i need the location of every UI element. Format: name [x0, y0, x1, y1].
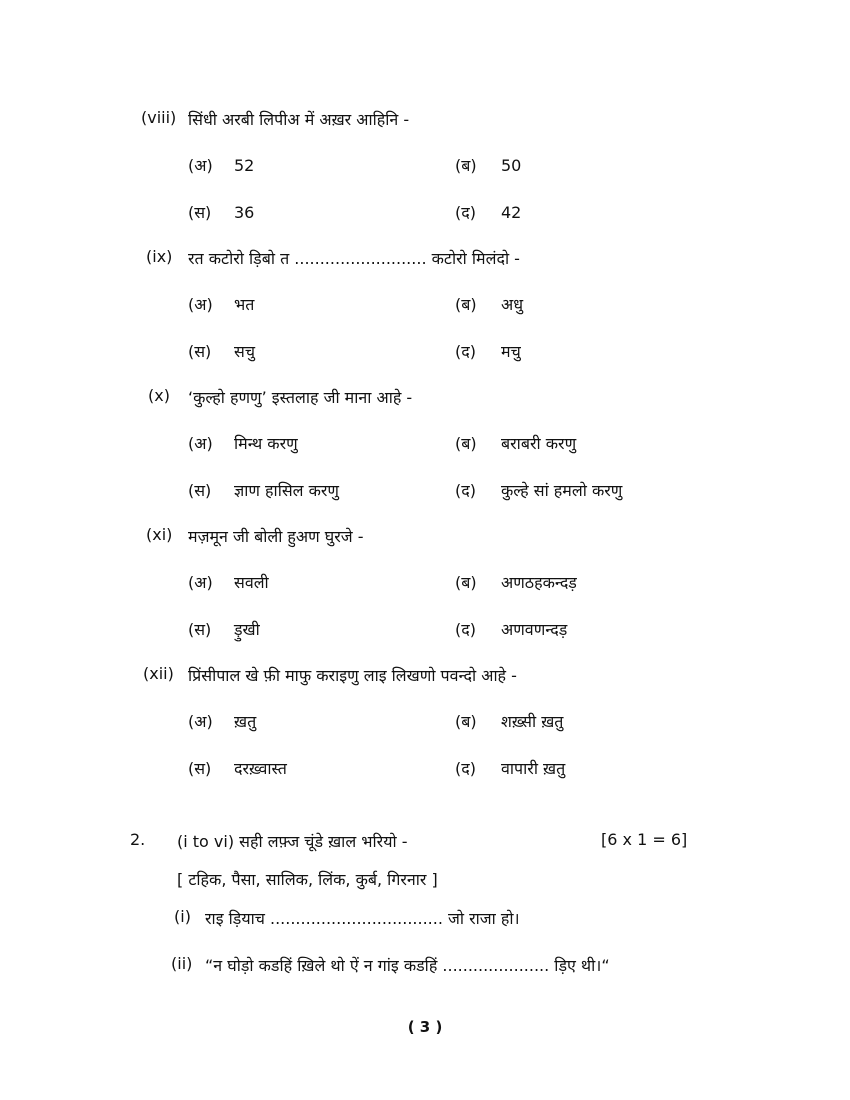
fill-blank-item: राइ ड़ियाच .................................. जो राजा हो।: [205, 909, 520, 928]
option-text: ख़तु: [234, 712, 257, 731]
option-text: अणठहकन्दड़: [501, 573, 577, 592]
option-label: (अ): [188, 156, 213, 175]
word-bank: [ टहिक, पैसा, सालिक, लिंक, कुर्ब, गिरनार ]: [177, 870, 438, 889]
option-text: अणवणन्दड़: [501, 620, 568, 639]
option-text: शख़्सी ख़तु: [501, 712, 564, 731]
question-text: प्रिंसीपाल खे फ़ी माफु कराइणु लाइ लिखणो पवन्दो आहे -: [188, 666, 517, 685]
option-label: (स): [188, 620, 212, 639]
option-text: 36: [234, 203, 255, 222]
option-d: [455, 479, 622, 501]
option-text: वापारी ख़तु: [501, 759, 566, 778]
option-text: भत: [234, 295, 255, 314]
option-text: 52: [234, 156, 255, 175]
question-text: रत कटोरो ड़िबो त .......................... कटोरो मिलंदो -: [188, 249, 520, 268]
option-text: बराबरी करणु: [501, 434, 577, 453]
question-number: (x): [148, 386, 170, 405]
option-text: दरख़्वास्त: [234, 759, 287, 778]
fill-blank-item: “न घोड़ो कडहिं ख़िले थो ऐं न गांइ कडहिं ..................... ड़िए थी।“: [205, 956, 610, 975]
question-number: (xii): [143, 664, 174, 683]
option-c: [188, 479, 339, 501]
option-text: 42: [501, 203, 522, 222]
option-a: [188, 293, 254, 315]
question-number: (viii): [141, 108, 177, 127]
item-number: (ii): [171, 954, 193, 973]
option-a: [188, 710, 256, 732]
option-b: [455, 710, 563, 732]
option-label: (द): [455, 620, 476, 639]
option-label: (अ): [188, 573, 213, 592]
option-b: [455, 154, 521, 176]
option-d: [455, 201, 521, 223]
option-label: (स): [188, 759, 212, 778]
option-label: (स): [188, 203, 212, 222]
option-label: (द): [455, 481, 476, 500]
section-title: (i to vi) सही लफ़्ज चूंडे ख़ाल भरियो -: [177, 832, 408, 851]
question-text: ‘कुल्हो हणणु’ इस्तलाह जी माना आहे -: [188, 388, 413, 407]
option-label: (स): [188, 481, 212, 500]
marks-label: [6 x 1 = 6]: [601, 830, 688, 849]
option-label: (अ): [188, 295, 213, 314]
option-label: (स): [188, 342, 212, 361]
option-d: [455, 618, 567, 640]
option-c: [188, 340, 255, 362]
option-text: सवली: [234, 573, 269, 592]
section-number: 2.: [130, 830, 146, 849]
option-text: कुल्हे सां हमलो करणु: [501, 481, 623, 500]
option-a: [188, 432, 298, 454]
option-label: (द): [455, 342, 476, 361]
option-c: [188, 201, 254, 223]
option-d: [455, 340, 521, 362]
option-text: अधु: [501, 295, 524, 314]
option-label: (ब): [455, 712, 477, 731]
option-text: मिन्थ करणु: [234, 434, 298, 453]
question-number: (xi): [146, 525, 173, 544]
option-a: [188, 571, 269, 593]
option-label: (ब): [455, 434, 477, 453]
page-number: ( 3 ): [407, 1018, 443, 1036]
option-label: (ब): [455, 295, 477, 314]
option-d: [455, 757, 565, 779]
option-text: मचु: [501, 342, 521, 361]
option-text: 50: [501, 156, 522, 175]
option-text: सचु: [234, 342, 255, 361]
option-label: (द): [455, 759, 476, 778]
option-label: (अ): [188, 712, 213, 731]
question-text: मज़मून जी बोली हुअण घुरजे -: [188, 527, 364, 546]
item-number: (i): [174, 907, 191, 926]
option-b: [455, 432, 576, 454]
option-b: [455, 571, 577, 593]
option-label: (अ): [188, 434, 213, 453]
question-number: (ix): [146, 247, 173, 266]
option-label: (द): [455, 203, 476, 222]
option-label: (ब): [455, 573, 477, 592]
option-text: ड़ुखी: [234, 620, 260, 639]
option-c: [188, 757, 287, 779]
option-c: [188, 618, 260, 640]
option-text: ज्ञाण हासिल करणु: [234, 481, 339, 500]
option-label: (ब): [455, 156, 477, 175]
question-text: सिंधी अरबी लिपीअ में अख़र आहिनि -: [188, 110, 410, 129]
option-b: [455, 293, 523, 315]
option-a: [188, 154, 254, 176]
